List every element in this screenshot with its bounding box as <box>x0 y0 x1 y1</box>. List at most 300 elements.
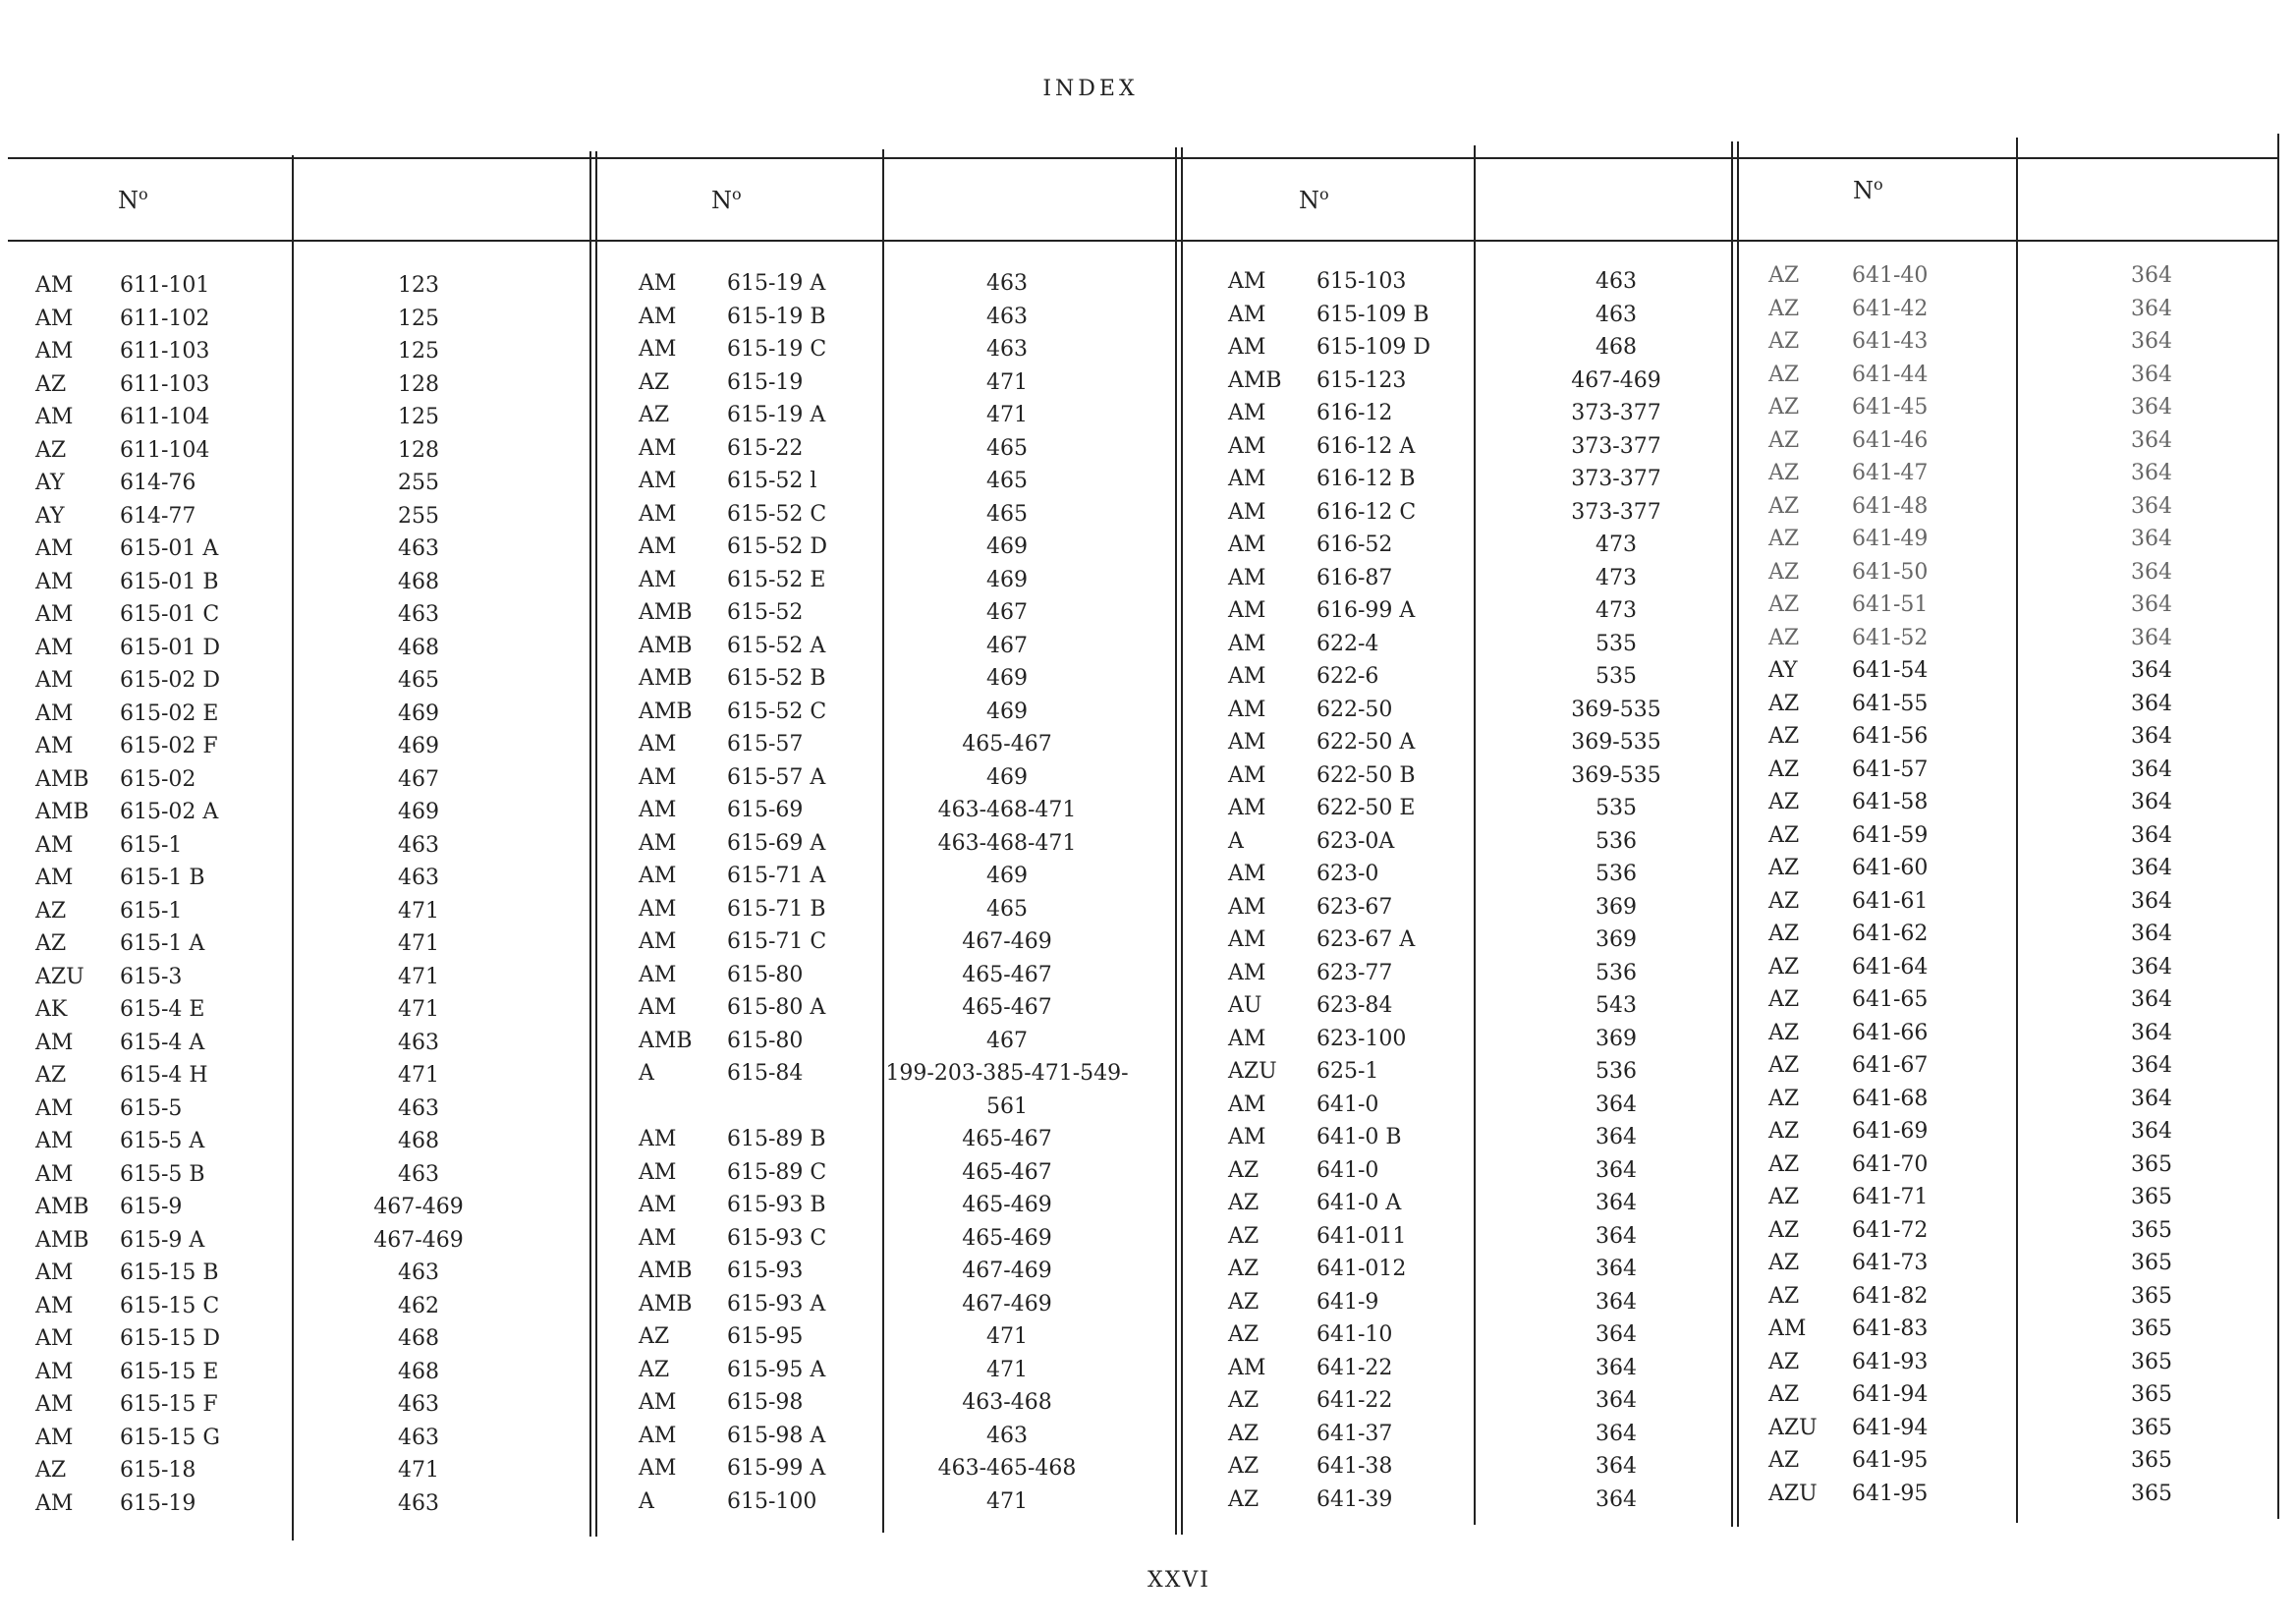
entry-number: 623-0A <box>1316 828 1395 854</box>
index-entry <box>0 457 2260 490</box>
index-entry <box>0 918 2260 951</box>
entry-number: 641-95 <box>1852 1481 1929 1506</box>
entry-prefix: AM <box>639 567 677 592</box>
entry-prefix: AY <box>35 471 65 495</box>
entry-prefix: AM <box>639 501 677 527</box>
entry-pages: 364 <box>1596 1191 1637 1215</box>
index-entry <box>0 359 2260 392</box>
entry-prefix: AMB <box>35 1227 89 1253</box>
index-entry <box>0 259 2260 293</box>
entry-pages: 364 <box>1596 1289 1637 1315</box>
entry-number: 641-51 <box>1852 592 1929 617</box>
entry-pages: 364 <box>2131 658 2172 683</box>
entry-pages: 468 <box>398 1129 439 1153</box>
entry-prefix: AM <box>1228 697 1266 722</box>
entry-pages: 125 <box>398 306 439 331</box>
entry-prefix: A <box>639 1061 654 1086</box>
entry-number: 615-69 <box>727 798 804 822</box>
entry-number: 615-15 B <box>120 1260 219 1285</box>
entry-pages: 471 <box>398 1063 439 1088</box>
entry-prefix: AZ <box>1768 922 1800 946</box>
entry-number: 615-19 A <box>727 271 826 296</box>
entry-pages: 364 <box>2131 1086 2172 1111</box>
entry-prefix: AM <box>35 1359 74 1384</box>
entry-prefix: A <box>1228 828 1244 854</box>
entry-prefix: AM <box>35 536 74 561</box>
entry-pages: 467-469 <box>962 1291 1052 1316</box>
entry-prefix: AZ <box>1768 1283 1800 1309</box>
entry-pages: 463 <box>398 1425 439 1450</box>
entry-pages: 364 <box>2131 954 2172 980</box>
entry-pages: 373-377 <box>1571 401 1661 425</box>
entry-pages: 467 <box>986 633 1028 658</box>
entry-number: 615-15 G <box>120 1425 220 1450</box>
entry-number: 641-011 <box>1316 1223 1407 1249</box>
entry-number: 641-60 <box>1852 856 1929 880</box>
entry-pages: 536 <box>1596 862 1637 886</box>
entry-number: 641-65 <box>1852 987 1929 1012</box>
entry-pages: 364 <box>1596 1388 1637 1413</box>
entry-prefix: AM <box>1228 1355 1266 1380</box>
entry-prefix: AZ <box>1768 987 1800 1012</box>
entry-pages: 561 <box>986 1093 1028 1119</box>
entry-prefix: AM <box>35 405 74 429</box>
entry-pages: 468 <box>1596 335 1637 360</box>
entry-prefix: AM <box>35 1425 74 1450</box>
entry-number: 615-109 D <box>1316 335 1431 360</box>
index-entry <box>0 1115 2260 1148</box>
entry-number: 615-4 H <box>120 1063 208 1088</box>
entry-pages: 364 <box>1596 1092 1637 1117</box>
entry-prefix: AZ <box>639 369 670 395</box>
entry-prefix: AZ <box>1768 395 1800 420</box>
entry-prefix: AZ <box>1768 329 1800 354</box>
entry-pages: 364 <box>2131 625 2172 650</box>
entry-number: 615-4 A <box>120 1030 205 1055</box>
entry-pages: 364 <box>2131 1020 2172 1045</box>
index-entry <box>0 819 2260 853</box>
entry-number: 615-02 E <box>120 700 219 726</box>
entry-prefix: AM <box>1228 927 1266 952</box>
entry-number: 641-64 <box>1852 954 1929 980</box>
entry-pages: 364 <box>2131 790 2172 814</box>
entry-prefix: AM <box>1228 730 1266 755</box>
entry-prefix: AM <box>35 866 74 890</box>
entry-number: 625-1 <box>1316 1059 1379 1084</box>
entry-number: 641-0 B <box>1316 1125 1402 1149</box>
entry-pages: 463 <box>986 271 1028 296</box>
entry-pages: 463 <box>986 337 1028 362</box>
entry-pages: 463 <box>986 1423 1028 1448</box>
entry-pages: 463-468 <box>962 1390 1052 1415</box>
entry-prefix: AM <box>1228 467 1266 491</box>
entry-prefix: AMB <box>639 1259 693 1283</box>
entry-prefix: AMB <box>639 699 693 724</box>
entry-number: 615-93 <box>727 1259 804 1283</box>
entry-pages: 369-535 <box>1571 762 1661 788</box>
entry-pages: 535 <box>1596 796 1637 820</box>
entry-pages: 365 <box>2131 1382 2172 1407</box>
entry-prefix: AM <box>1228 302 1266 327</box>
entry-number: 615-52 C <box>727 501 827 527</box>
entry-pages: 471 <box>986 1488 1028 1514</box>
entry-prefix: AM <box>35 832 74 858</box>
entry-prefix: AZ <box>1768 427 1800 453</box>
entry-prefix: AMB <box>639 600 693 625</box>
entry-pages: 128 <box>398 371 439 397</box>
entry-pages: 465 <box>398 668 439 693</box>
entry-prefix: AM <box>1228 565 1266 590</box>
entry-prefix: AZ <box>1768 263 1800 288</box>
page-number: XXVI <box>1148 1568 1210 1593</box>
entry-prefix: AZ <box>1768 493 1800 519</box>
entry-prefix: AM <box>35 339 74 364</box>
entry-number: 641-40 <box>1852 263 1929 288</box>
entry-prefix: AM <box>639 864 677 888</box>
entry-prefix: AZ <box>1768 954 1800 980</box>
entry-pages: 364 <box>2131 362 2172 387</box>
entry-prefix: AM <box>35 602 74 627</box>
entry-pages: 535 <box>1596 631 1637 656</box>
index-entry <box>0 1083 2260 1116</box>
entry-number: 641-67 <box>1852 1053 1929 1078</box>
entry-prefix: AM <box>639 469 677 493</box>
entry-prefix: AZ <box>35 437 67 463</box>
entry-number: 615-9 <box>120 1195 183 1219</box>
entry-prefix: AM <box>1228 269 1266 294</box>
entry-pages: 467-469 <box>962 1259 1052 1283</box>
entry-number: 615-19 C <box>727 337 827 362</box>
entry-pages: 365 <box>2131 1151 2172 1177</box>
entry-number: 641-0 A <box>1316 1191 1402 1215</box>
entry-number: 615-57 A <box>727 764 826 790</box>
entry-number: 616-87 <box>1316 565 1393 590</box>
entry-number: 641-48 <box>1852 493 1929 519</box>
index-entry <box>0 1017 2260 1050</box>
entry-number: 641-44 <box>1852 362 1929 387</box>
entry-prefix: AZ <box>1768 691 1800 716</box>
entry-prefix: A <box>639 1488 654 1514</box>
index-entry <box>0 885 2260 919</box>
entry-number: 641-61 <box>1852 888 1929 914</box>
entry-number: 641-71 <box>1852 1185 1929 1209</box>
entry-prefix: AZU <box>35 964 84 989</box>
index-entry <box>0 1444 2260 1478</box>
entry-number: 641-55 <box>1852 691 1929 716</box>
entry-pages: 365 <box>2131 1481 2172 1506</box>
entry-number: 641-69 <box>1852 1119 1929 1144</box>
entry-number: 641-47 <box>1852 461 1929 485</box>
entry-number: 615-18 <box>120 1458 196 1483</box>
entry-pages: 467 <box>398 766 439 792</box>
entry-number: 615-93 C <box>727 1225 827 1251</box>
page-title: INDEX <box>1042 77 1139 101</box>
entry-prefix: AZ <box>1768 856 1800 880</box>
entry-prefix: AM <box>639 304 677 329</box>
index-entry <box>0 1313 2260 1346</box>
entry-prefix: AZ <box>35 931 67 956</box>
entry-prefix: AZ <box>1768 362 1800 387</box>
entry-number: 615-69 A <box>727 830 826 856</box>
entry-number: 615-52 <box>727 600 804 625</box>
entry-pages: 364 <box>1596 1454 1637 1479</box>
entry-pages: 463 <box>398 1490 439 1516</box>
entry-pages: 364 <box>1596 1157 1637 1183</box>
entry-pages: 364 <box>2131 527 2172 551</box>
entry-pages: 463 <box>1596 302 1637 327</box>
entry-pages: 365 <box>2131 1349 2172 1374</box>
entry-prefix: AZ <box>1768 724 1800 749</box>
index-entry <box>0 1247 2260 1280</box>
entry-pages: 364 <box>1596 1257 1637 1281</box>
entry-prefix: AY <box>35 503 65 529</box>
entry-prefix: AZ <box>1228 1157 1260 1183</box>
index-entry <box>0 1378 2260 1412</box>
entry-number: 641-49 <box>1852 527 1929 551</box>
entry-prefix: AM <box>1228 433 1266 459</box>
index-entry <box>0 720 2260 754</box>
index-entry <box>0 1049 2260 1083</box>
entry-prefix: AM <box>35 1030 74 1055</box>
entry-pages: 473 <box>1596 598 1637 623</box>
entry-prefix: AZ <box>1768 822 1800 848</box>
index-entry <box>0 951 2260 984</box>
entry-prefix: AM <box>1228 1026 1266 1051</box>
entry-number: 615-52 C <box>727 699 827 724</box>
entry-number: 615-109 B <box>1316 302 1429 327</box>
entry-prefix: AZ <box>35 1458 67 1483</box>
entry-number: 611-103 <box>120 339 210 364</box>
index-entry <box>0 391 2260 424</box>
entry-number: 641-012 <box>1316 1257 1407 1281</box>
entry-pages: 369-535 <box>1571 730 1661 755</box>
entry-prefix: AM <box>35 273 74 298</box>
entry-pages: 469 <box>986 864 1028 888</box>
entry-pages: 463 <box>398 602 439 627</box>
entry-pages: 463 <box>1596 269 1637 294</box>
entry-pages: 365 <box>2131 1448 2172 1473</box>
entry-prefix: AZ <box>1768 625 1800 650</box>
entry-number: 623-84 <box>1316 993 1393 1018</box>
entry-number: 615-80 <box>727 962 804 987</box>
entry-number: 615-84 <box>727 1061 804 1086</box>
entry-prefix: AM <box>639 271 677 296</box>
entry-prefix: AM <box>35 1260 74 1285</box>
entry-number: 615-89 C <box>727 1159 827 1185</box>
entry-number: 616-12 B <box>1316 467 1416 491</box>
entry-pages: 465-467 <box>962 995 1052 1020</box>
column-heading: $N^o$ <box>1853 175 1883 204</box>
entry-prefix: AZ <box>1768 1185 1800 1209</box>
entry-pages: 469 <box>986 764 1028 790</box>
entry-number: 641-43 <box>1852 329 1929 354</box>
entry-number: 615-98 A <box>727 1423 826 1448</box>
entry-pages: 123 <box>398 273 439 298</box>
entry-pages: 465-467 <box>962 1159 1052 1185</box>
entry-prefix: AM <box>1228 335 1266 360</box>
entry-number: 623-0 <box>1316 862 1379 886</box>
entry-number: 615-1 A <box>120 931 205 956</box>
entry-number: 615-5 A <box>120 1129 205 1153</box>
entry-pages: 469 <box>398 800 439 824</box>
entry-number: 641-38 <box>1316 1454 1393 1479</box>
entry-number: 641-59 <box>1852 822 1929 848</box>
entry-pages: 365 <box>2131 1217 2172 1243</box>
entry-number: 641-83 <box>1852 1316 1929 1341</box>
entry-prefix: AM <box>639 1390 677 1415</box>
entry-prefix: AM <box>35 734 74 758</box>
entry-prefix: AZ <box>1768 1217 1800 1243</box>
entry-prefix: AMB <box>35 766 89 792</box>
entry-number: 641-37 <box>1316 1421 1393 1446</box>
entry-number: 615-01 D <box>120 635 221 660</box>
entry-pages: 199-203-385-471-549- <box>885 1061 1129 1086</box>
entry-pages: 364 <box>2131 888 2172 914</box>
entry-pages: 469 <box>986 567 1028 592</box>
entry-pages: 463 <box>398 1260 439 1285</box>
entry-prefix: AM <box>35 569 74 594</box>
entry-number: 614-76 <box>120 471 196 495</box>
entry-pages: 468 <box>398 1326 439 1351</box>
entry-number: 641-73 <box>1852 1251 1929 1275</box>
entry-pages: 465 <box>986 469 1028 493</box>
entry-number: 615-71 A <box>727 864 826 888</box>
entry-number: 615-57 <box>727 732 804 756</box>
entry-prefix: AZU <box>1768 1481 1818 1506</box>
entry-number: 615-80 A <box>727 995 826 1020</box>
index-entry <box>0 1346 2260 1379</box>
entry-prefix: AM <box>1228 631 1266 656</box>
entry-number: 615-19 <box>727 369 804 395</box>
entry-prefix: AM <box>1228 499 1266 525</box>
entry-pages: 469 <box>398 700 439 726</box>
entry-pages: 365 <box>2131 1251 2172 1275</box>
entry-prefix: AM <box>1228 1092 1266 1117</box>
entry-pages: 364 <box>1596 1223 1637 1249</box>
entry-number: 622-6 <box>1316 664 1379 689</box>
entry-number: 615-93 A <box>727 1291 826 1316</box>
entry-prefix: AM <box>1228 894 1266 920</box>
entry-pages: 373-377 <box>1571 467 1661 491</box>
entry-number: 615-19 A <box>727 403 826 427</box>
header-bottom-rule <box>8 240 2279 242</box>
entry-pages: 463-468-471 <box>937 798 1077 822</box>
entry-prefix: AM <box>1228 532 1266 557</box>
entry-pages: 471 <box>398 898 439 924</box>
entry-number: 615-5 <box>120 1095 183 1121</box>
entry-prefix: AM <box>35 1490 74 1516</box>
entry-number: 615-52 D <box>727 534 828 559</box>
entry-pages: 373-377 <box>1571 433 1661 459</box>
entry-prefix: AZ <box>1768 461 1800 485</box>
entry-prefix: AY <box>1768 658 1798 683</box>
entry-number: 641-22 <box>1316 1388 1393 1413</box>
entry-prefix: AM <box>1228 862 1266 886</box>
entry-prefix: AZ <box>1768 527 1800 551</box>
entry-number: 641-93 <box>1852 1349 1929 1374</box>
entry-number: 615-3 <box>120 964 183 989</box>
entry-number: 615-15 E <box>120 1359 219 1384</box>
entry-number: 616-12 C <box>1316 499 1417 525</box>
entry-prefix: AM <box>35 306 74 331</box>
entry-number: 615-1 B <box>120 866 205 890</box>
entry-pages: 463 <box>398 1161 439 1187</box>
entry-pages: 465-469 <box>962 1225 1052 1251</box>
entry-prefix: AZ <box>1228 1421 1260 1446</box>
entry-prefix: AM <box>639 534 677 559</box>
entry-pages: 467-469 <box>1571 367 1661 393</box>
entry-number: 641-72 <box>1852 1217 1929 1243</box>
entry-prefix: AZ <box>1768 790 1800 814</box>
entry-number: 622-50 A <box>1316 730 1416 755</box>
index-entry <box>0 490 2260 524</box>
entry-number: 615-123 <box>1316 367 1407 393</box>
entry-number: 615-52 E <box>727 567 826 592</box>
entry-prefix: AM <box>639 798 677 822</box>
entry-number: 615-99 A <box>727 1456 826 1481</box>
entry-number: 641-56 <box>1852 724 1929 749</box>
entry-pages: 471 <box>398 931 439 956</box>
entry-prefix: AZ <box>1768 1053 1800 1078</box>
entry-pages: 463 <box>398 1095 439 1121</box>
entry-pages: 364 <box>2131 987 2172 1012</box>
entry-prefix: AZ <box>1768 1086 1800 1111</box>
entry-number: 623-100 <box>1316 1026 1407 1051</box>
entry-pages: 473 <box>1596 532 1637 557</box>
entry-pages: 471 <box>398 964 439 989</box>
entry-pages: 364 <box>2131 822 2172 848</box>
entry-number: 611-104 <box>120 437 210 463</box>
entry-prefix: AZ <box>1768 1020 1800 1045</box>
entry-pages: 255 <box>398 503 439 529</box>
entry-prefix: AM <box>35 1161 74 1187</box>
entry-pages: 364 <box>2131 724 2172 749</box>
column-heading: $N^o$ <box>711 185 742 214</box>
entry-number: 615-5 B <box>120 1161 205 1187</box>
entry-number: 641-45 <box>1852 395 1929 420</box>
entry-prefix: AM <box>1228 796 1266 820</box>
index-entry <box>0 1412 2260 1445</box>
entry-pages: 463 <box>398 1030 439 1055</box>
entry-pages: 364 <box>1596 1355 1637 1380</box>
entry-pages: 471 <box>986 403 1028 427</box>
entry-pages: 467 <box>986 1028 1028 1053</box>
entry-number: 641-46 <box>1852 427 1929 453</box>
entry-prefix: AMB <box>639 633 693 658</box>
entry-prefix: AM <box>35 668 74 693</box>
entry-pages: 469 <box>986 666 1028 691</box>
entry-pages: 364 <box>2131 1119 2172 1144</box>
entry-pages: 364 <box>2131 592 2172 617</box>
entry-number: 641-68 <box>1852 1086 1929 1111</box>
entry-prefix: AZ <box>1768 1119 1800 1144</box>
entry-pages: 364 <box>2131 461 2172 485</box>
entry-pages: 364 <box>1596 1322 1637 1347</box>
entry-pages: 467-469 <box>373 1227 464 1253</box>
entry-number: 616-12 A <box>1316 433 1416 459</box>
entry-prefix: AM <box>639 1127 677 1151</box>
entry-pages: 469 <box>986 534 1028 559</box>
index-entry <box>0 622 2260 655</box>
entry-number: 641-9 <box>1316 1289 1379 1315</box>
entry-prefix: AM <box>639 732 677 756</box>
entry-number: 614-77 <box>120 503 196 529</box>
entry-pages: 463-468-471 <box>937 830 1077 856</box>
table-top-rule <box>8 157 2279 159</box>
index-entry <box>0 688 2260 721</box>
entry-number: 641-42 <box>1852 296 1929 321</box>
entry-pages: 463 <box>398 1392 439 1417</box>
